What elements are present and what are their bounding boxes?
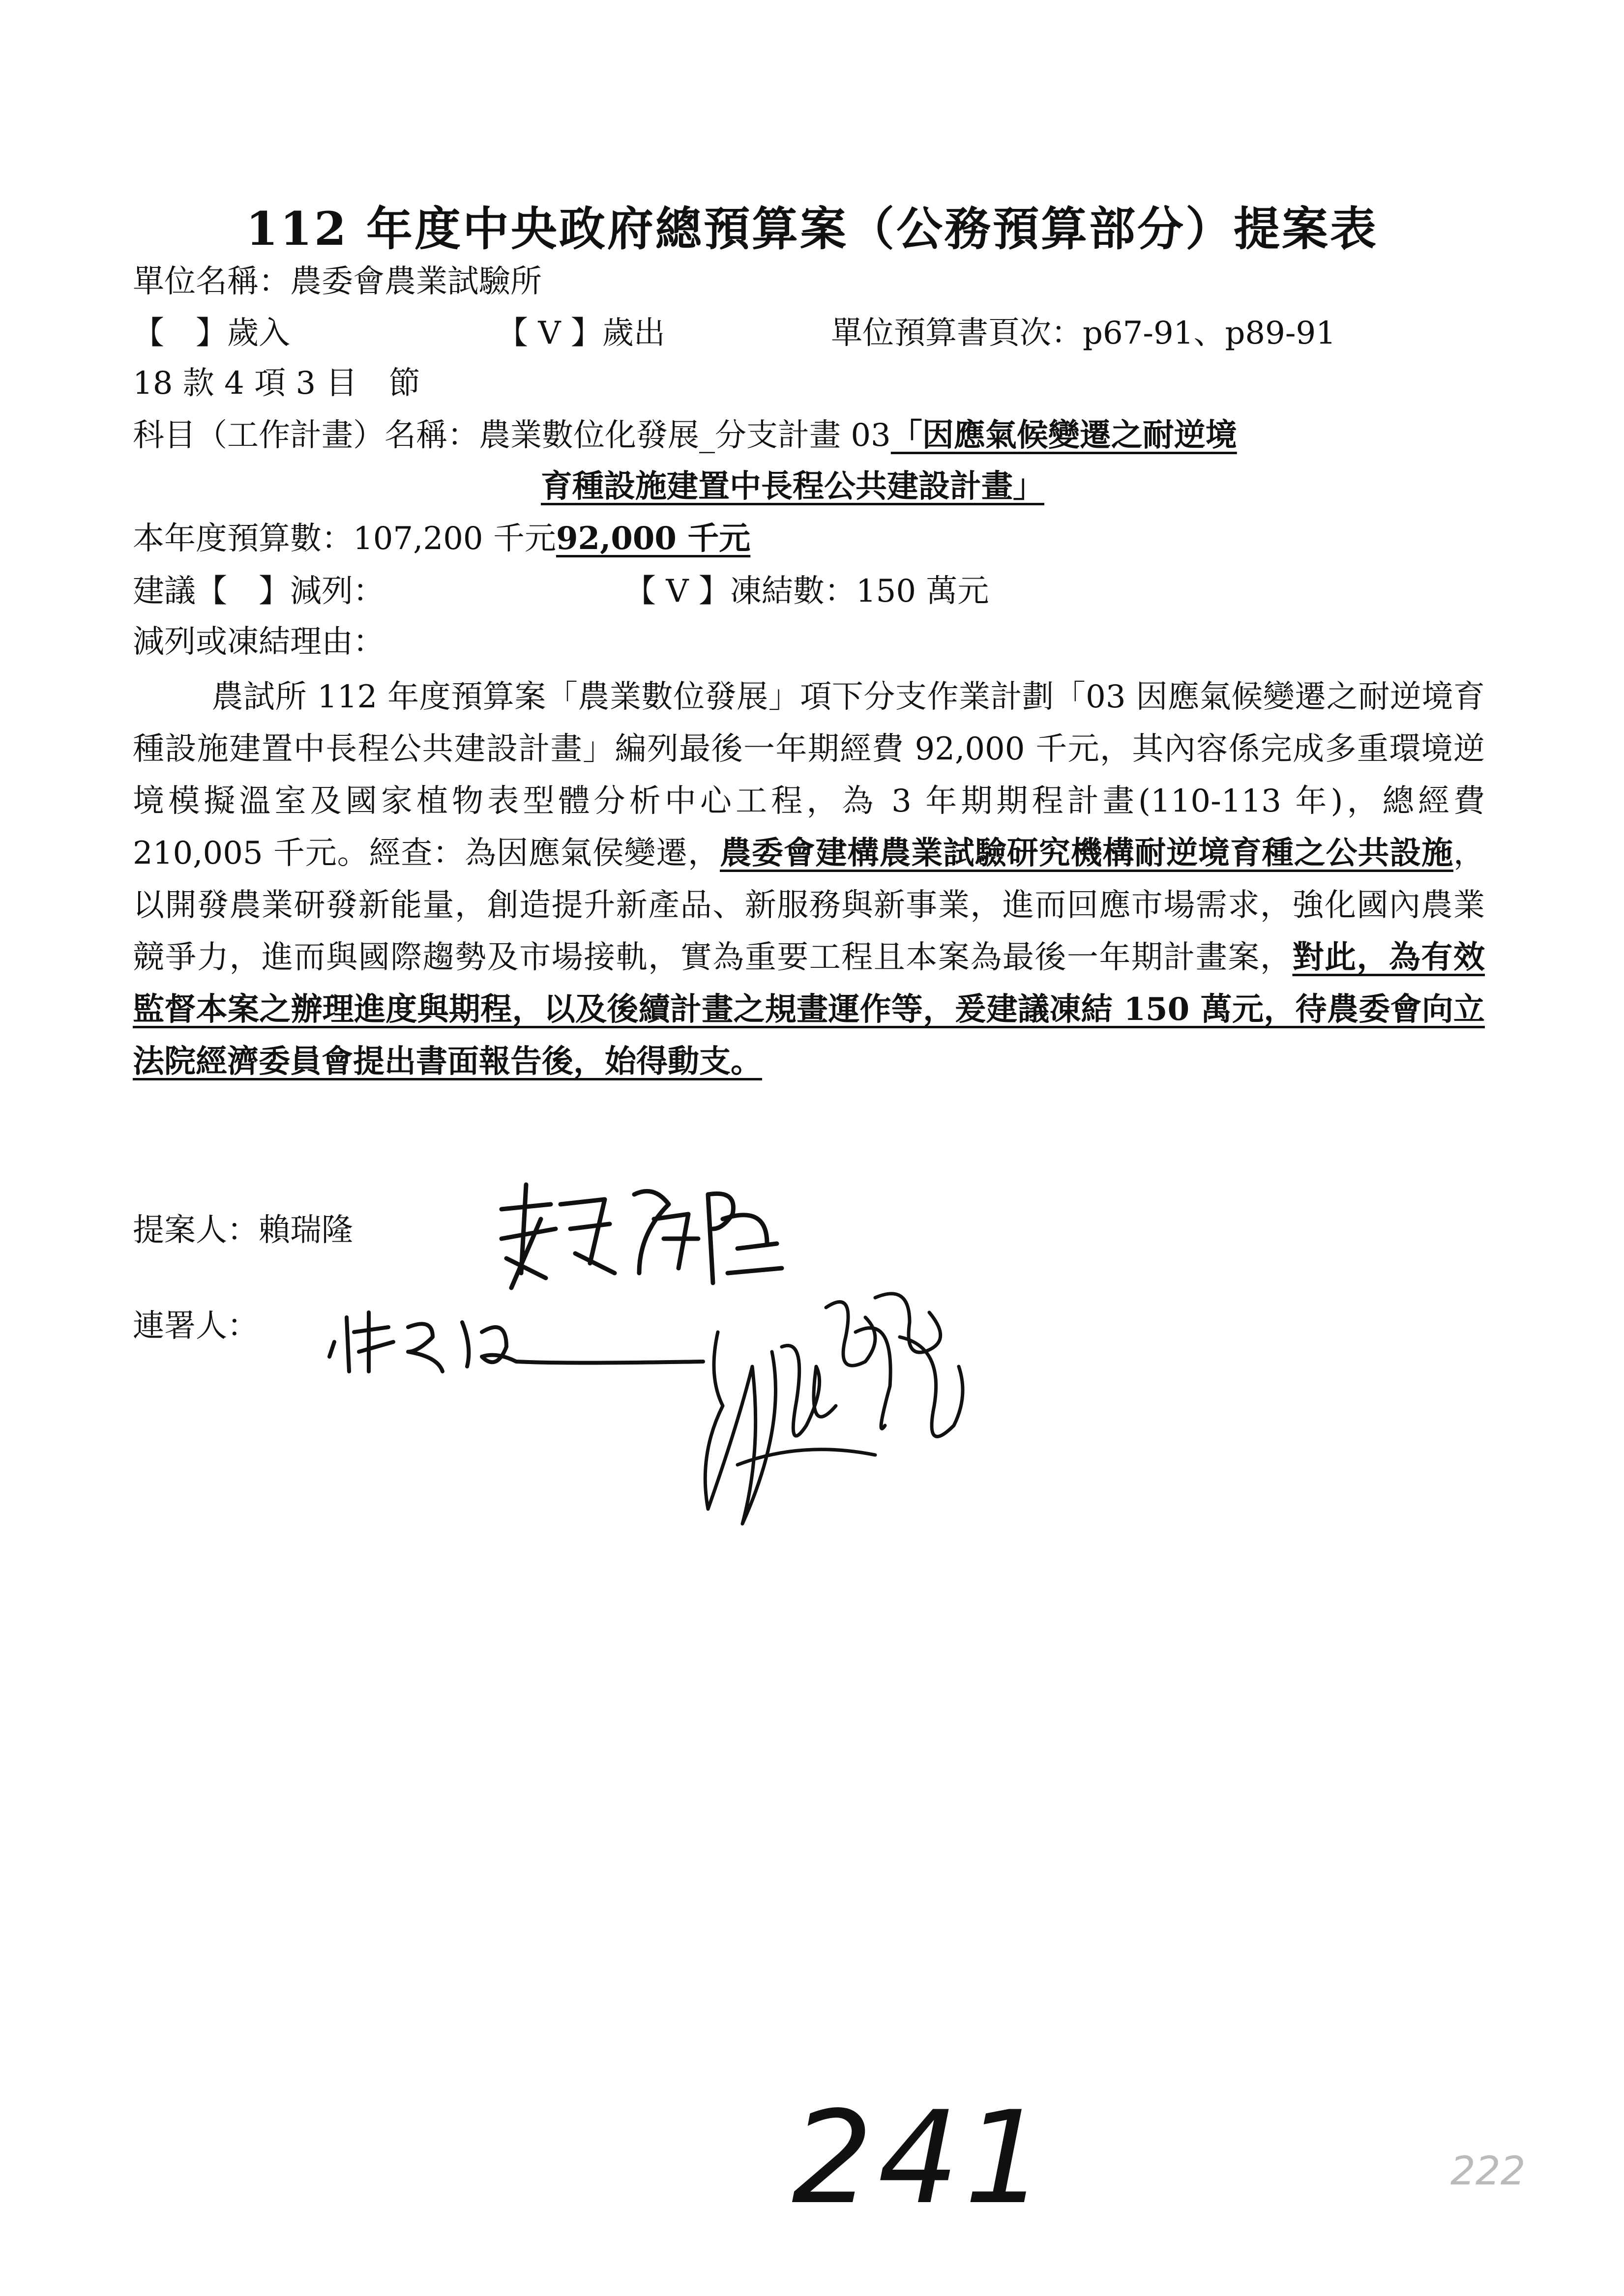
subject-line bbox=[133, 417, 1237, 455]
subject-line-2 bbox=[541, 468, 1044, 506]
cosigner-signature-1 bbox=[320, 1288, 713, 1386]
reason-highlight-1: 農委會建構農業試驗研究機構耐逆境育種之公共設施 bbox=[720, 835, 1454, 872]
budget-amount-line bbox=[133, 520, 750, 558]
suggest-reduction: 建議【 】減列： bbox=[133, 573, 384, 610]
page-number: 241 bbox=[792, 2084, 1051, 2233]
budget-amount-revised: 92,000 千元 bbox=[556, 520, 751, 557]
document-title: 112 年度中央政府總預算案（公務預算部分）提案表 bbox=[246, 202, 1378, 256]
reason-paragraph bbox=[133, 671, 1485, 1088]
budget-amount-prefix: 本年度預算數：107,200 千元 bbox=[133, 521, 556, 557]
subject-title-part2: 育種設施建置中長程公共建設計畫」 bbox=[541, 468, 1044, 505]
subject-prefix: 科目（工作計畫）名稱：農業數位化發展_分支計畫 03 bbox=[133, 417, 891, 454]
budget-pages: 單位預算書頁次：p67-91、p89-91 bbox=[831, 315, 1336, 351]
subject-title-part1: 「因應氣候變遷之耐逆境 bbox=[890, 417, 1237, 454]
cosigner-signature-2 bbox=[679, 1278, 974, 1543]
cosigners-label: 連署人： bbox=[133, 1308, 259, 1344]
unit-name: 單位名稱：農委會農業試驗所 bbox=[133, 263, 542, 300]
freeze-amount: 【 V 】凍結數：150 萬元 bbox=[624, 573, 989, 610]
reason-text-2: ，以開發農業研發新能量，創造提升新產品、新服務與新事業，進而回應市場需求，強化國內農業競爭力，進而與國際趨勢及市場接軌，實為重要工程且本案為最後一年期計畫案， bbox=[133, 835, 1485, 976]
expenditure-checkbox: 【 V 】歲出 bbox=[497, 315, 665, 351]
proposer: 提案人：賴瑞隆 bbox=[133, 1212, 353, 1249]
reason-text-1: 農試所 112 年度預算案「農業數位發展」項下分支作業計劃「03 因應氣候變遷之耐逆境育種設施建置中長程公共建設計畫」編列最後一年期經費 92,000 千元，其內容係完成多重環境逆境模擬溫室及國家植物表型體分析中心工程，為 3 年期期程計畫(110-113 年)，總經費 210,005 千元。經查：為因應氣侯變遷， bbox=[133, 679, 1485, 872]
revenue-checkbox: 【 】歲入 bbox=[133, 315, 290, 351]
reason-highlight-2: 對此，為有效監督本案之辦理進度與期程，以及後續計畫之規畫運作等，爰建議凍結 150 萬元，待農委會向立法院經濟委員會提出書面報告後，始得動支。 bbox=[133, 939, 1485, 1080]
reason-label: 減列或凍結理由： bbox=[133, 624, 384, 660]
faint-page-mark: 222 bbox=[1450, 2148, 1526, 2194]
item-code: 18 款 4 項 3 目 節 bbox=[133, 365, 420, 402]
